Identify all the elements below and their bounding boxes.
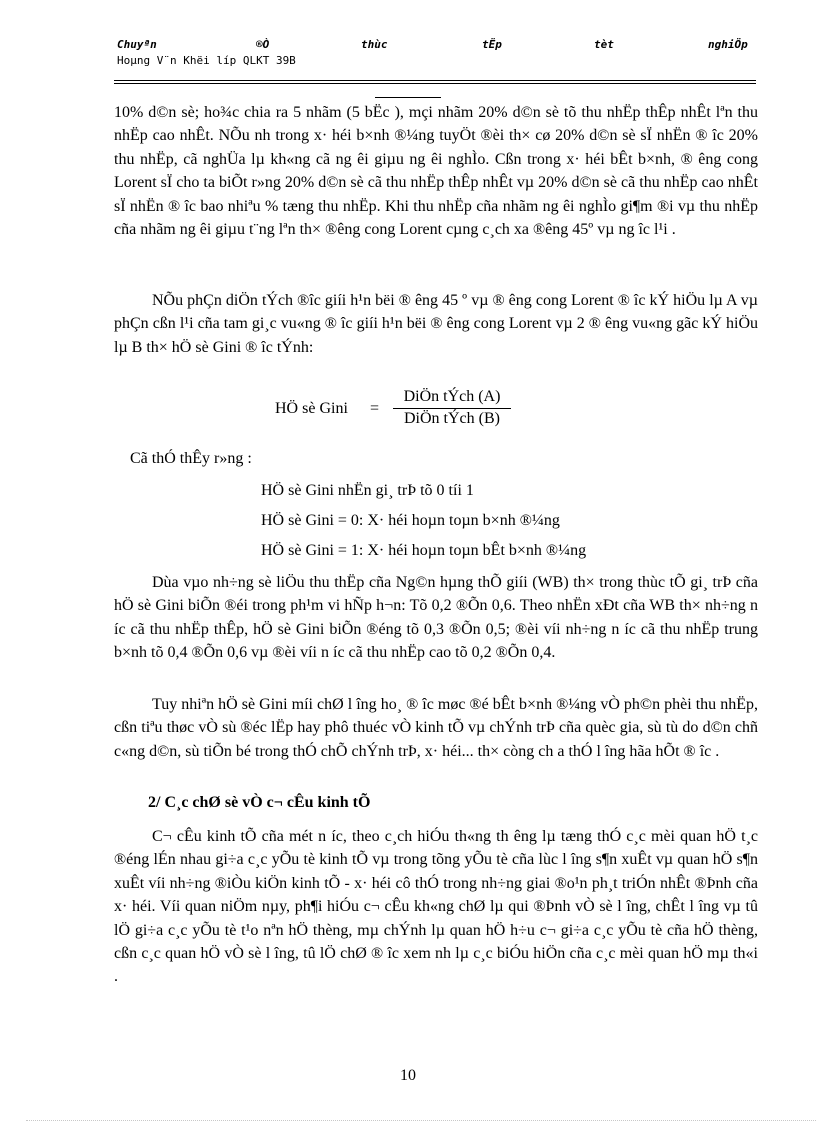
page-bottom-border [26,1120,816,1121]
formula-equals: = [370,400,380,417]
running-header-author: Hoµng V¨n Khëi líp QLKT 39B [117,54,296,67]
fraction-bar [393,408,511,409]
running-header-title [117,38,759,54]
gini-range-item: HÖ sè Gini = 1: X· héi hoµn toµn bÊt b×nh ®¼ng [261,542,587,559]
gini-range-item: HÖ sè Gini nhËn gi¸ trÞ tõ 0 tíi 1 [261,482,474,499]
formula-denominator: DiÖn tÝch (B) [404,410,500,427]
formula-numerator: DiÖn tÝch (A) [403,388,501,405]
header-word: tèt [594,38,614,51]
header-word: tËp [482,38,502,51]
header-word: Chuyªn [117,38,157,51]
paragraph-lorenz: 10% d©n sè; ho¾c chia ra 5 nhãm (5 bËc ), mçi nhãm 20% d©n sè tõ thu nhËp thÊp nhÊt lªn thu nhËp cao nhÊt. NÕu nh trong x· héi b×nh ®¼ng tuyÖt ®èi th× cø 20% d©n sè sÏ nhËn ® îc 20% thu nhËp, cã nghÜa lµ kh«ng cã ng êi giµu ng êi nghÌo. Cßn trong x· héi bÊt b×nh, ® êng cong Lorent sÏ cho ta biÕt r»ng 20% d©n sè cã thu nhËp thÊp nhÊt vµ 20% d©n sè cã thu nhËp cao nhÊt sÏ nhËn ® îc bao nhiªu % tæng thu nhËp. Khi thu nhËp cña nhãm ng êi nghÌo gi¶m ®i vµ thu nhËp cña nhãm ng êi giµu t¨ng lªn th× ®êng cong Lorent cµng c¸ch xa ®êng 45º vµ ng îc l¹i . [114,104,758,239]
page-number: 10 [400,1067,416,1084]
section-heading: 2/ C¸c chØ sè vÒ c¬ cÊu kinh tÕ [148,794,371,811]
header-rule [114,80,756,81]
paragraph-gini-definition: NÕu phÇn diÖn tÝch ®îc giíi h¹n bëi ® êng 45 º vµ ® êng cong Lorent ® îc kÝ hiÖu lµ A vµ phÇn cßn l¹i cña tam gi¸c vu«ng ® îc giíi h¹n bëi ® êng cong Lorent vµ 2 ® êng vu«ng gãc kÝ hiÖu lµ B th× hÖ sè Gini ® îc tÝnh: [114,292,758,356]
paragraph-wb-data: Dùa vµo nh÷ng sè liÖu thu thËp cña Ng©n hµng thÕ giíi (WB) th× trong thùc tÕ gi¸ trÞ cña hÖ sè Gini biÕn ®éi trong ph¹m vi hÑp h¬n: Tõ 0,2 ®Õn 0,6. Theo nhËn xÐt cña WB th× nh÷ng n íc cã thu nhËp thÊp, hÖ sè Gini biÕn ®éng tõ 0,3 ®Õn 0,5; ®èi víi nh÷ng n íc cã thu nhËp trung b×nh tõ 0,4 ®Õn 0,6 vµ ®èi víi n íc cã thu nhËp cao tõ 0,2 ®Õn 0,4. [114,574,758,662]
header-word: ®Ò [256,38,270,51]
header-word: nghiÖp [708,38,748,51]
gini-range-item: HÖ sè Gini = 0: X· héi hoµn toµn b×nh ®¼ng [261,512,560,529]
formula-fraction [393,388,511,428]
header-rule [114,83,756,84]
paragraph-economic-structure: C¬ cÊu kinh tÕ cña mét n íc, theo c¸ch hiÓu th«ng th êng lµ tæng thÓ c¸c mèi quan hÖ t¸c ®éng lÉn nhau gi÷a c¸c yÕu tè kinh tÕ vµ trong tõng yÕu tè cña lùc l îng s¶n xuÊt vµ quan hÖ s¶n xuÊt víi nh÷ng ®iÒu kiÖn kinh tÕ - x· héi cô thÓ trong nh÷ng giai ®o¹n ph¸t triÓn nhÊt ®Þnh cña x· héi. Víi quan niÖm nµy, ph¶i hiÓu c¬ cÊu kh«ng chØ lµ qui ®Þnh vÒ sè l îng, chÊt l îng vµ tû lÖ gi÷a c¸c yÕu tè t¹o nªn hÖ thèng, mµ chÝnh lµ quan hÖ h÷u c¬ gi÷a c¸c yÕu tè cña hÖ thèng, cßn c¸c quan hÖ vÒ sè l îng, tû lÖ chØ ® îc xem nh lµ c¸c biÓu hiÖn cña c¸c mèi quan hÖ mµ th«i . [114,828,758,986]
formula-lhs: HÖ sè Gini [275,400,348,417]
paragraph-gini-limits: Tuy nhiªn hÖ sè Gini míi chØ l îng ho¸ ® îc møc ®é bÊt b×nh ®¼ng vÒ ph©n phèi thu nhËp, cßn tiªu thøc vÒ sù ®éc lËp hay phô thuéc vÒ kinh tÕ vµ chÝnh trÞ cña quèc gia, sù tù do d©n chñ c«ng d©n, sù tiÕn bé trong thÓ chÕ chÝnh trÞ, x· héi... th× còng ch a thÓ l îng hãa hÕt ® îc . [114,696,758,760]
paragraph-conclusion-intro: Cã thÓ thÊy r»ng : [130,450,252,467]
header-word: thùc [361,38,388,51]
header-rule-short [375,97,441,98]
